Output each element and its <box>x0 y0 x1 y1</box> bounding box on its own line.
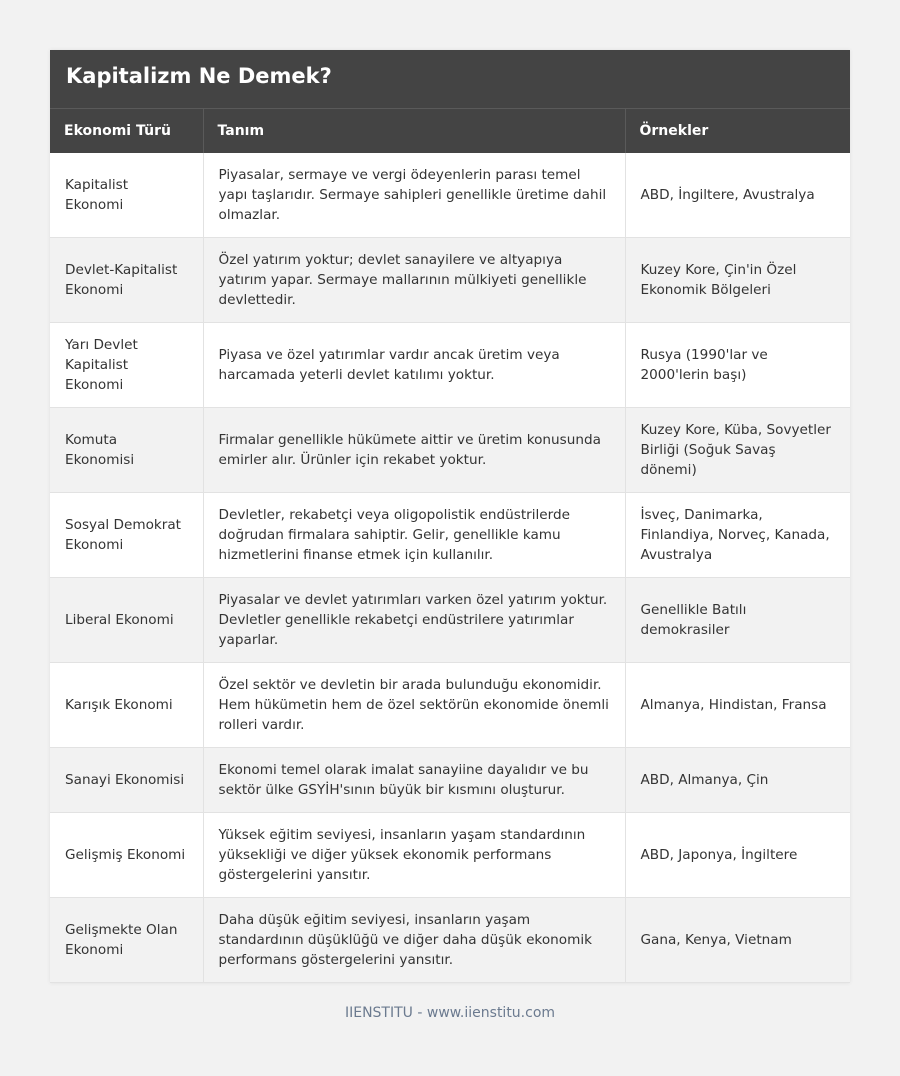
table-row <box>50 748 850 813</box>
cell-examples: Almanya, Hindistan, Fransa <box>625 663 850 748</box>
table-row <box>50 238 850 323</box>
cell-definition: Piyasa ve özel yatırımlar vardır ancak üretim veya harcamada yeterli devlet katılımı yoktur. <box>203 323 625 408</box>
cell-examples: Kuzey Kore, Çin'in Özel Ekonomik Bölgeleri <box>625 238 850 323</box>
table-row <box>50 663 850 748</box>
cell-type: Liberal Ekonomi <box>50 578 203 663</box>
cell-definition: Ekonomi temel olarak imalat sanayiine dayalıdır ve bu sektör ülke GSYİH'sının büyük bir kısmını oluşturur. <box>203 748 625 813</box>
cell-definition: Devletler, rekabetçi veya oligopolistik endüstrilerde doğrudan firmalara sahiptir. Gelir, genellikle kamu hizmetlerini finanse etmek için kullanılır. <box>203 493 625 578</box>
table-row <box>50 408 850 493</box>
table-card <box>50 50 850 983</box>
cell-examples: ABD, Japonya, İngiltere <box>625 813 850 898</box>
header-economy-type: Ekonomi Türü <box>50 109 203 153</box>
cell-definition: Piyasalar ve devlet yatırımları varken özel yatırım yoktur. Devletler genellikle rekabetçi endüstrilere yatırımlar yaparlar. <box>203 578 625 663</box>
table-row <box>50 153 850 238</box>
cell-examples: İsveç, Danimarka, Finlandiya, Norveç, Kanada, Avustralya <box>625 493 850 578</box>
table-row <box>50 323 850 408</box>
header-definition: Tanım <box>203 109 625 153</box>
cell-type: Gelişmekte Olan Ekonomi <box>50 898 203 983</box>
cell-examples: Gana, Kenya, Vietnam <box>625 898 850 983</box>
cell-type: Komuta Ekonomisi <box>50 408 203 493</box>
cell-examples: ABD, Almanya, Çin <box>625 748 850 813</box>
header-examples: Örnekler <box>625 109 850 153</box>
economy-table <box>50 108 850 983</box>
table-row <box>50 578 850 663</box>
table-title: Kapitalizm Ne Demek? <box>50 50 850 108</box>
cell-type: Devlet-Kapitalist Ekonomi <box>50 238 203 323</box>
cell-definition: Firmalar genellikle hükümete aittir ve üretim konusunda emirler alır. Ürünler için rekabet yoktur. <box>203 408 625 493</box>
cell-type: Sanayi Ekonomisi <box>50 748 203 813</box>
table-row <box>50 898 850 983</box>
cell-type: Sosyal Demokrat Ekonomi <box>50 493 203 578</box>
footer-credit: IIENSTITU - www.iienstitu.com <box>344 1005 556 1021</box>
cell-definition: Yüksek eğitim seviyesi, insanların yaşam standardının yüksekliği ve diğer yüksek ekonomik performans göstergelerini yansıtır. <box>203 813 625 898</box>
cell-definition: Özel sektör ve devletin bir arada bulunduğu ekonomidir. Hem hükümetin hem de özel sektörün ekonomide önemli rolleri vardır. <box>203 663 625 748</box>
cell-definition: Daha düşük eğitim seviyesi, insanların yaşam standardının düşüklüğü ve diğer daha düşük ekonomik performans göstergelerini yansıtır. <box>203 898 625 983</box>
cell-examples: Genellikle Batılı demokrasiler <box>625 578 850 663</box>
cell-definition: Özel yatırım yoktur; devlet sanayilere ve altyapıya yatırım yapar. Sermaye mallarının mülkiyeti genellikle devlettedir. <box>203 238 625 323</box>
cell-type: Gelişmiş Ekonomi <box>50 813 203 898</box>
cell-definition: Piyasalar, sermaye ve vergi ödeyenlerin parası temel yapı taşlarıdır. Sermaye sahipleri genellikle üretime dahil olmazlar. <box>203 153 625 238</box>
cell-type: Karışık Ekonomi <box>50 663 203 748</box>
cell-type: Yarı Devlet Kapitalist Ekonomi <box>50 323 203 408</box>
cell-type: Kapitalist Ekonomi <box>50 153 203 238</box>
cell-examples: ABD, İngiltere, Avustralya <box>625 153 850 238</box>
header-row <box>50 109 850 153</box>
table-row <box>50 813 850 898</box>
cell-examples: Kuzey Kore, Küba, Sovyetler Birliği (Soğuk Savaş dönemi) <box>625 408 850 493</box>
cell-examples: Rusya (1990'lar ve 2000'lerin başı) <box>625 323 850 408</box>
table-row <box>50 493 850 578</box>
